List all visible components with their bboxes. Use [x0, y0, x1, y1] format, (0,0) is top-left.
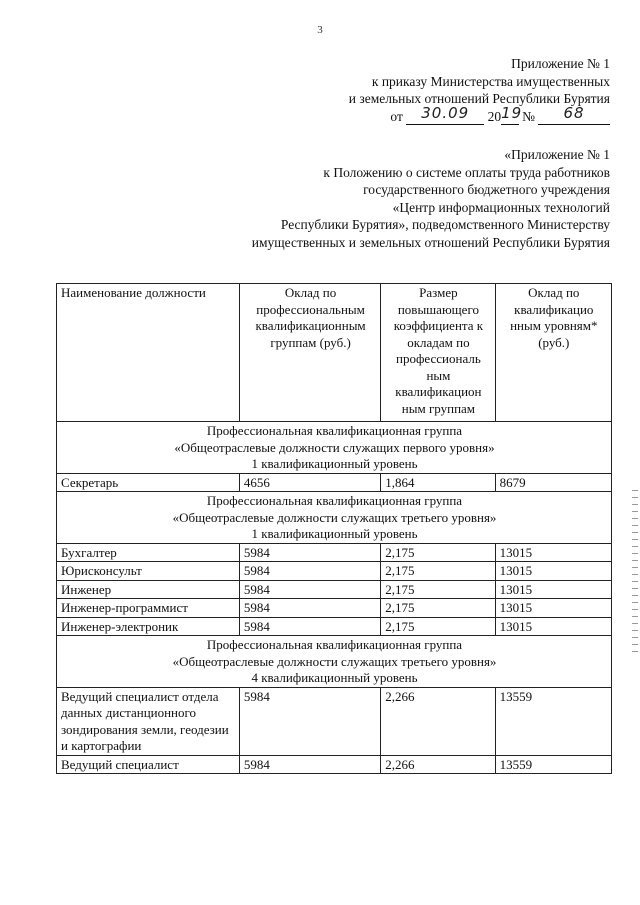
- group-heading-row: [57, 492, 612, 544]
- order-date-number-line: [349, 104, 610, 126]
- level-salary-cell: 13559: [495, 755, 611, 774]
- position-cell: Инженер-электроник: [57, 617, 240, 636]
- table-body: [57, 422, 612, 774]
- salary-table: [56, 283, 612, 774]
- appendix-title: Приложение № 1: [511, 56, 610, 71]
- level-salary-cell: 13015: [495, 543, 611, 562]
- date-field: [406, 104, 484, 125]
- group-heading: [57, 636, 612, 688]
- table-row: [57, 473, 612, 492]
- group-heading: [57, 492, 612, 544]
- qualification-level: 4 квалификационный уровень: [251, 670, 418, 685]
- handwritten-number: 68: [563, 104, 585, 122]
- regulation-line: к Положению о системе оплаты труда работников: [323, 164, 610, 180]
- year-prefix: 20: [487, 108, 502, 124]
- level-salary-cell: 13015: [495, 580, 611, 599]
- table-row: [57, 599, 612, 618]
- scan-edge-marks: [632, 490, 638, 660]
- group-name: «Общеотраслевые должности служащих третьего уровня»: [172, 509, 497, 525]
- position-cell: Секретарь: [57, 473, 240, 492]
- coefficient-cell: 2,175: [381, 599, 495, 618]
- level-salary-cell: 13559: [495, 687, 611, 755]
- level-salary-cell: 13015: [495, 617, 611, 636]
- regulation-line: «Центр информационных технологий: [392, 199, 610, 215]
- salary-cell: 5984: [239, 580, 380, 599]
- group-name: «Общеотраслевые должности служащих третьего уровня»: [172, 653, 497, 669]
- salary-cell: 5984: [239, 617, 380, 636]
- number-sign: №: [522, 108, 535, 124]
- salary-cell: 5984: [239, 562, 380, 581]
- table-header-row: [57, 284, 612, 422]
- table-row: [57, 562, 612, 581]
- appendix-regulation-header: [170, 146, 610, 251]
- regulation-line: Республики Бурятия», подведомственного Министерству: [280, 217, 610, 232]
- table-row: [57, 543, 612, 562]
- regulation-line: государственного бюджетного учреждения: [363, 182, 610, 197]
- year-field: [501, 104, 523, 125]
- coefficient-cell: 2,175: [381, 543, 495, 562]
- number-field: [538, 104, 610, 125]
- salary-cell: 5984: [239, 687, 380, 755]
- coefficient-cell: 1,864: [381, 473, 495, 492]
- header-coefficient: Размер повышающего коэффициента к окладам по профессиональ ным квалификацион ным группам: [381, 284, 495, 422]
- handwritten-date: 30.09: [421, 104, 470, 122]
- header-level-salary: Оклад по квалификацио нным уровням* (руб.): [495, 284, 611, 422]
- table-row: [57, 755, 612, 774]
- group-title: Профессиональная квалификационная группа: [206, 493, 463, 508]
- group-title: Профессиональная квалификационная группа: [206, 423, 463, 438]
- coefficient-cell: 2,175: [381, 562, 495, 581]
- position-cell: Юрисконсульт: [57, 562, 240, 581]
- group-heading-row: [57, 422, 612, 474]
- appendix-order-header: [349, 55, 610, 125]
- header-position: Наименование должности: [57, 284, 240, 422]
- level-salary-cell: 8679: [495, 473, 611, 492]
- header-group-salary: Оклад по профессиональным квалификационным группам (руб.): [239, 284, 380, 422]
- appendix-ministry-line: и земельных отношений Республики Бурятия: [348, 91, 610, 106]
- salary-cell: 5984: [239, 543, 380, 562]
- position-cell: Бухгалтер: [57, 543, 240, 562]
- regulation-appendix-title: «Приложение № 1: [504, 147, 610, 162]
- table-row: [57, 687, 612, 755]
- coefficient-cell: 2,266: [381, 687, 495, 755]
- qualification-level: 1 квалификационный уровень: [251, 526, 418, 541]
- qualification-level: 1 квалификационный уровень: [251, 456, 418, 471]
- group-heading-row: [57, 636, 612, 688]
- group-name: «Общеотраслевые должности служащих первого уровня»: [174, 439, 495, 455]
- group-title: Профессиональная квалификационная группа: [206, 637, 463, 652]
- regulation-line: имущественных и земельных отношений Республики Бурятия: [251, 234, 610, 250]
- level-salary-cell: 13015: [495, 562, 611, 581]
- date-prefix: от: [390, 108, 403, 124]
- handwritten-year: 19: [501, 104, 523, 122]
- salary-cell: 5984: [239, 599, 380, 618]
- page-number: 3: [317, 24, 323, 36]
- salary-cell: 5984: [239, 755, 380, 774]
- group-heading: [57, 422, 612, 474]
- appendix-order-line: к приказу Министерства имущественных: [371, 73, 610, 89]
- table-row: [57, 580, 612, 599]
- coefficient-cell: 2,175: [381, 617, 495, 636]
- position-cell: Инженер: [57, 580, 240, 599]
- level-salary-cell: 13015: [495, 599, 611, 618]
- position-cell: Инженер-программист: [57, 599, 240, 618]
- salary-cell: 4656: [239, 473, 380, 492]
- coefficient-cell: 2,175: [381, 580, 495, 599]
- position-cell: Ведущий специалист: [57, 755, 240, 774]
- table-row: [57, 617, 612, 636]
- coefficient-cell: 2,266: [381, 755, 495, 774]
- position-cell: Ведущий специалист отдела данных дистанционного зондирования земли, геодезии и картографии: [57, 687, 240, 755]
